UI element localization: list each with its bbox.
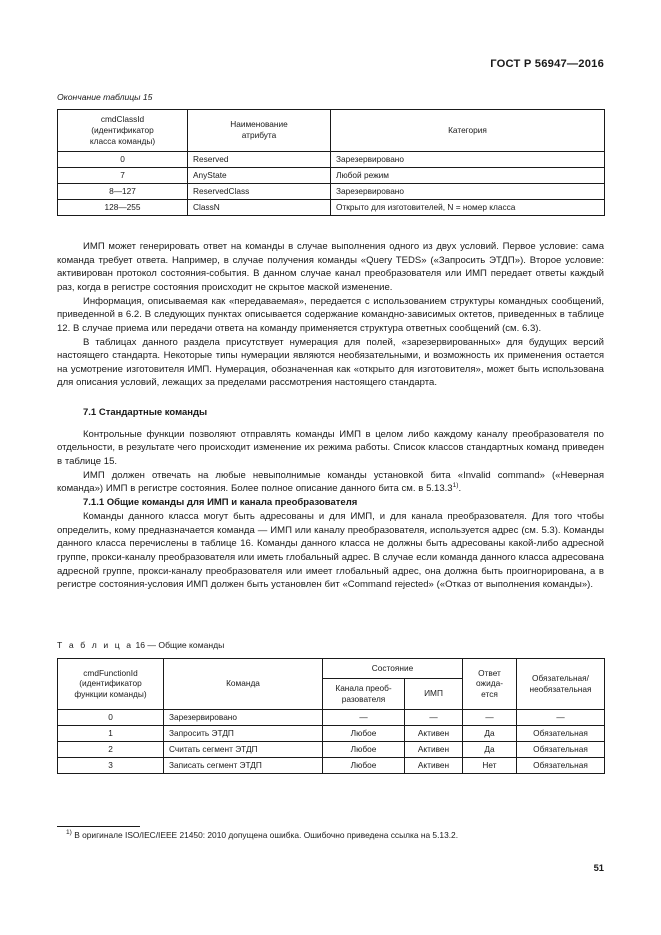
table-15-caption: Окончание таблицы 15 (57, 92, 153, 102)
cell-obligation: Обязательная (517, 757, 605, 773)
table-row (58, 151, 605, 167)
cell-id: 1 (58, 725, 164, 741)
paragraph-5-text: ИМП должен отвечать на любые невыполнимые команды установкой бита «Invalid command» («Неверная команда») ИМП в регистре состояния. Более полное описание данного бита см. в 5.13.3 (57, 469, 604, 495)
header-line: класса команды) (89, 135, 156, 146)
header-line: разователя (341, 693, 386, 704)
table-15-body (58, 151, 605, 215)
cell-nci-state: Активен (405, 741, 463, 757)
cell-nci-state: Активен (405, 757, 463, 773)
cell-nci-state: — (405, 709, 463, 725)
table-row (58, 725, 605, 741)
cell-id: 0 (58, 709, 164, 725)
cell-id: 7 (58, 167, 188, 183)
cell-name: ClassN (188, 199, 331, 215)
cell-name: Reserved (188, 151, 331, 167)
table-16-caption (57, 640, 604, 650)
table-row (58, 741, 605, 757)
footnote-ref-1[interactable]: 1) (452, 482, 459, 490)
table-16-col-command: Команда (164, 659, 323, 710)
paragraph-1: ИМП может генерировать ответ на команды в случае выполнения одного из двух условий. Первое условие: сама команда требует ответа. Например, в случае получения команды «Query TEDS» («Запросить ЭТДП»). Второе условие: активирован протокол состояния-события. В данном случае канал преобразователя или ИМП передает ответы каждый раз, когда в регистре состояния происходит не скрытое маской изменение. (57, 241, 604, 293)
table-16-body (58, 709, 605, 773)
table-16-col-response-expected (463, 659, 517, 710)
header-line: атрибута (241, 130, 277, 141)
cell-command: Запросить ЭТДП (164, 725, 323, 741)
table-15-head (58, 110, 605, 152)
heading-7-1-1: 7.1.1 Общие команды для ИМП и канала преобразователя (83, 497, 358, 509)
cell-command: Зарезервировано (164, 709, 323, 725)
cell-command: Записать сегмент ЭТДП (164, 757, 323, 773)
paragraph-3: В таблицах данного раздела присутствует нумерация для полей, «зарезервированных» для будущих версий настоящего стандарта. Некоторые типы нумерации являются необязательными, и возможность их применения остается на усмотрение изготовителя ИМП. Нумерация, обозначенная как «открыто для изготовителя», может быть использована для описания условий, лежащих за пределами рассмотрения настоящего стандарта. (57, 336, 604, 389)
cell-response: Нет (463, 757, 517, 773)
page-number: 51 (593, 862, 604, 873)
cell-obligation: — (517, 709, 605, 725)
header-line: cmdClassId (100, 114, 145, 124)
cell-id: 8—127 (58, 183, 188, 199)
table-16-col-cmdfunctionid (58, 659, 164, 710)
header-line: Наименование (230, 119, 288, 130)
cell-command: Считать сегмент ЭТДП (164, 741, 323, 757)
cell-obligation: Обязательная (517, 725, 605, 741)
table-row (58, 183, 605, 199)
header-line: cmdFunctionId (83, 667, 138, 678)
paragraph-5-tail: . (458, 483, 462, 495)
header-line: Ответ (478, 667, 501, 678)
table-16-col-channel-state (323, 678, 405, 709)
cell-category: Зарезервировано (331, 183, 605, 199)
cell-category: Любой режим (331, 167, 605, 183)
cell-response: Да (463, 741, 517, 757)
table-row (58, 199, 605, 215)
table-16-colgroup-state: Состояние (323, 659, 463, 679)
cell-id: 2 (58, 741, 164, 757)
cell-nci-state: Активен (405, 725, 463, 741)
table-16-caption-label: Т а б л и ц а (57, 640, 134, 650)
table-16-header-row-1 (58, 659, 605, 679)
cell-obligation: Обязательная (517, 741, 605, 757)
cell-response: — (463, 709, 517, 725)
table-15-col-category: Категория (331, 110, 605, 152)
cell-category: Зарезервировано (331, 151, 605, 167)
table-16-col-nci-state: ИМП (405, 678, 463, 709)
cell-response: Да (463, 725, 517, 741)
header-line: (идентификатор (91, 124, 154, 135)
cell-channel-state: Любое (323, 725, 405, 741)
footnote-1 (57, 827, 604, 841)
paragraph-6: Команды данного класса могут быть адресованы и для ИМП, и для канала преобразователя. Для того чтобы определить, кому предназначается команда — ИМП или каналу преобразователя, используется адрес (см. 5.3). Команды данного класса перечислены в таблице 16. Команды данного класса не должны быть адресованы какой-либо адресной группе, прокси-каналу преобразователя или иметь глобальный адрес. В случае если команда данного класса адресована адресной группе, прокси-каналу преобразователя или имеет глобальный адрес, она должна быть проигнорирована, а в регистре состояния-условия ИМП должен быть установлен бит «Command rejected» («Отказ от выполнения команды»). (57, 511, 604, 591)
table-16-block (57, 640, 604, 774)
paragraph-4: Контрольные функции позволяют отправлять команды ИМП в целом либо каждому каналу преобразователя по отдельности, в результате чего происходит изменение их режима работы. Список классов стандартных команд приведен в таблице 15. (57, 428, 604, 467)
header-line: Обязательная/ (532, 672, 589, 683)
footnote-text: В оригинале ISO/IEC/IEEE 21450: 2010 допущена ошибка. Ошибочно приведена ссылка на 5.13.2. (71, 830, 459, 840)
cell-channel-state: Любое (323, 757, 405, 773)
body-text-block (57, 240, 604, 592)
footnote-marker: 1) (66, 829, 72, 836)
header-line: Канала преоб- (335, 682, 392, 693)
header-line: (идентификатор (79, 678, 142, 689)
table-15-block (57, 92, 604, 216)
paragraph-2: Информация, описываемая как «передаваемая», передается с использованием структуры командных сообщений, приведенной в 6.2. В следующих пунктах описывается содержание командно-зависимых октетов, приведенных в таблице 12. В случае приема или передачи ответа на команду применяется структура ответных сообщений (см. 6.3). (57, 295, 604, 334)
header-line: ожида- (476, 678, 503, 689)
footnote-block (57, 826, 604, 841)
cell-channel-state: — (323, 709, 405, 725)
cell-category: Открыто для изготовителей, N = номер класса (331, 199, 605, 215)
table-16 (57, 658, 605, 774)
table-16-caption-rest: 16 — Общие команды (133, 640, 225, 650)
table-16-head (58, 659, 605, 710)
cell-name: AnyState (188, 167, 331, 183)
header-line: функции команды) (74, 689, 147, 700)
table-16-col-obligation (517, 659, 605, 710)
cell-channel-state: Любое (323, 741, 405, 757)
table-15 (57, 109, 605, 216)
cell-id: 128—255 (58, 199, 188, 215)
cell-name: ReservedClass (188, 183, 331, 199)
cell-id: 0 (58, 151, 188, 167)
header-line: ется (481, 689, 498, 700)
table-15-header-row (58, 110, 605, 152)
table-15-col-attribute-name (188, 110, 331, 152)
header-line: необязательная (529, 683, 592, 694)
table-row (58, 167, 605, 183)
cell-id: 3 (58, 757, 164, 773)
paragraph-5 (57, 469, 604, 496)
table-15-col-cmdclassid (58, 110, 188, 152)
heading-7-1: 7.1 Стандартные команды (83, 407, 208, 419)
running-head: ГОСТ Р 56947—2016 (490, 58, 604, 70)
table-row (58, 757, 605, 773)
table-row (58, 709, 605, 725)
